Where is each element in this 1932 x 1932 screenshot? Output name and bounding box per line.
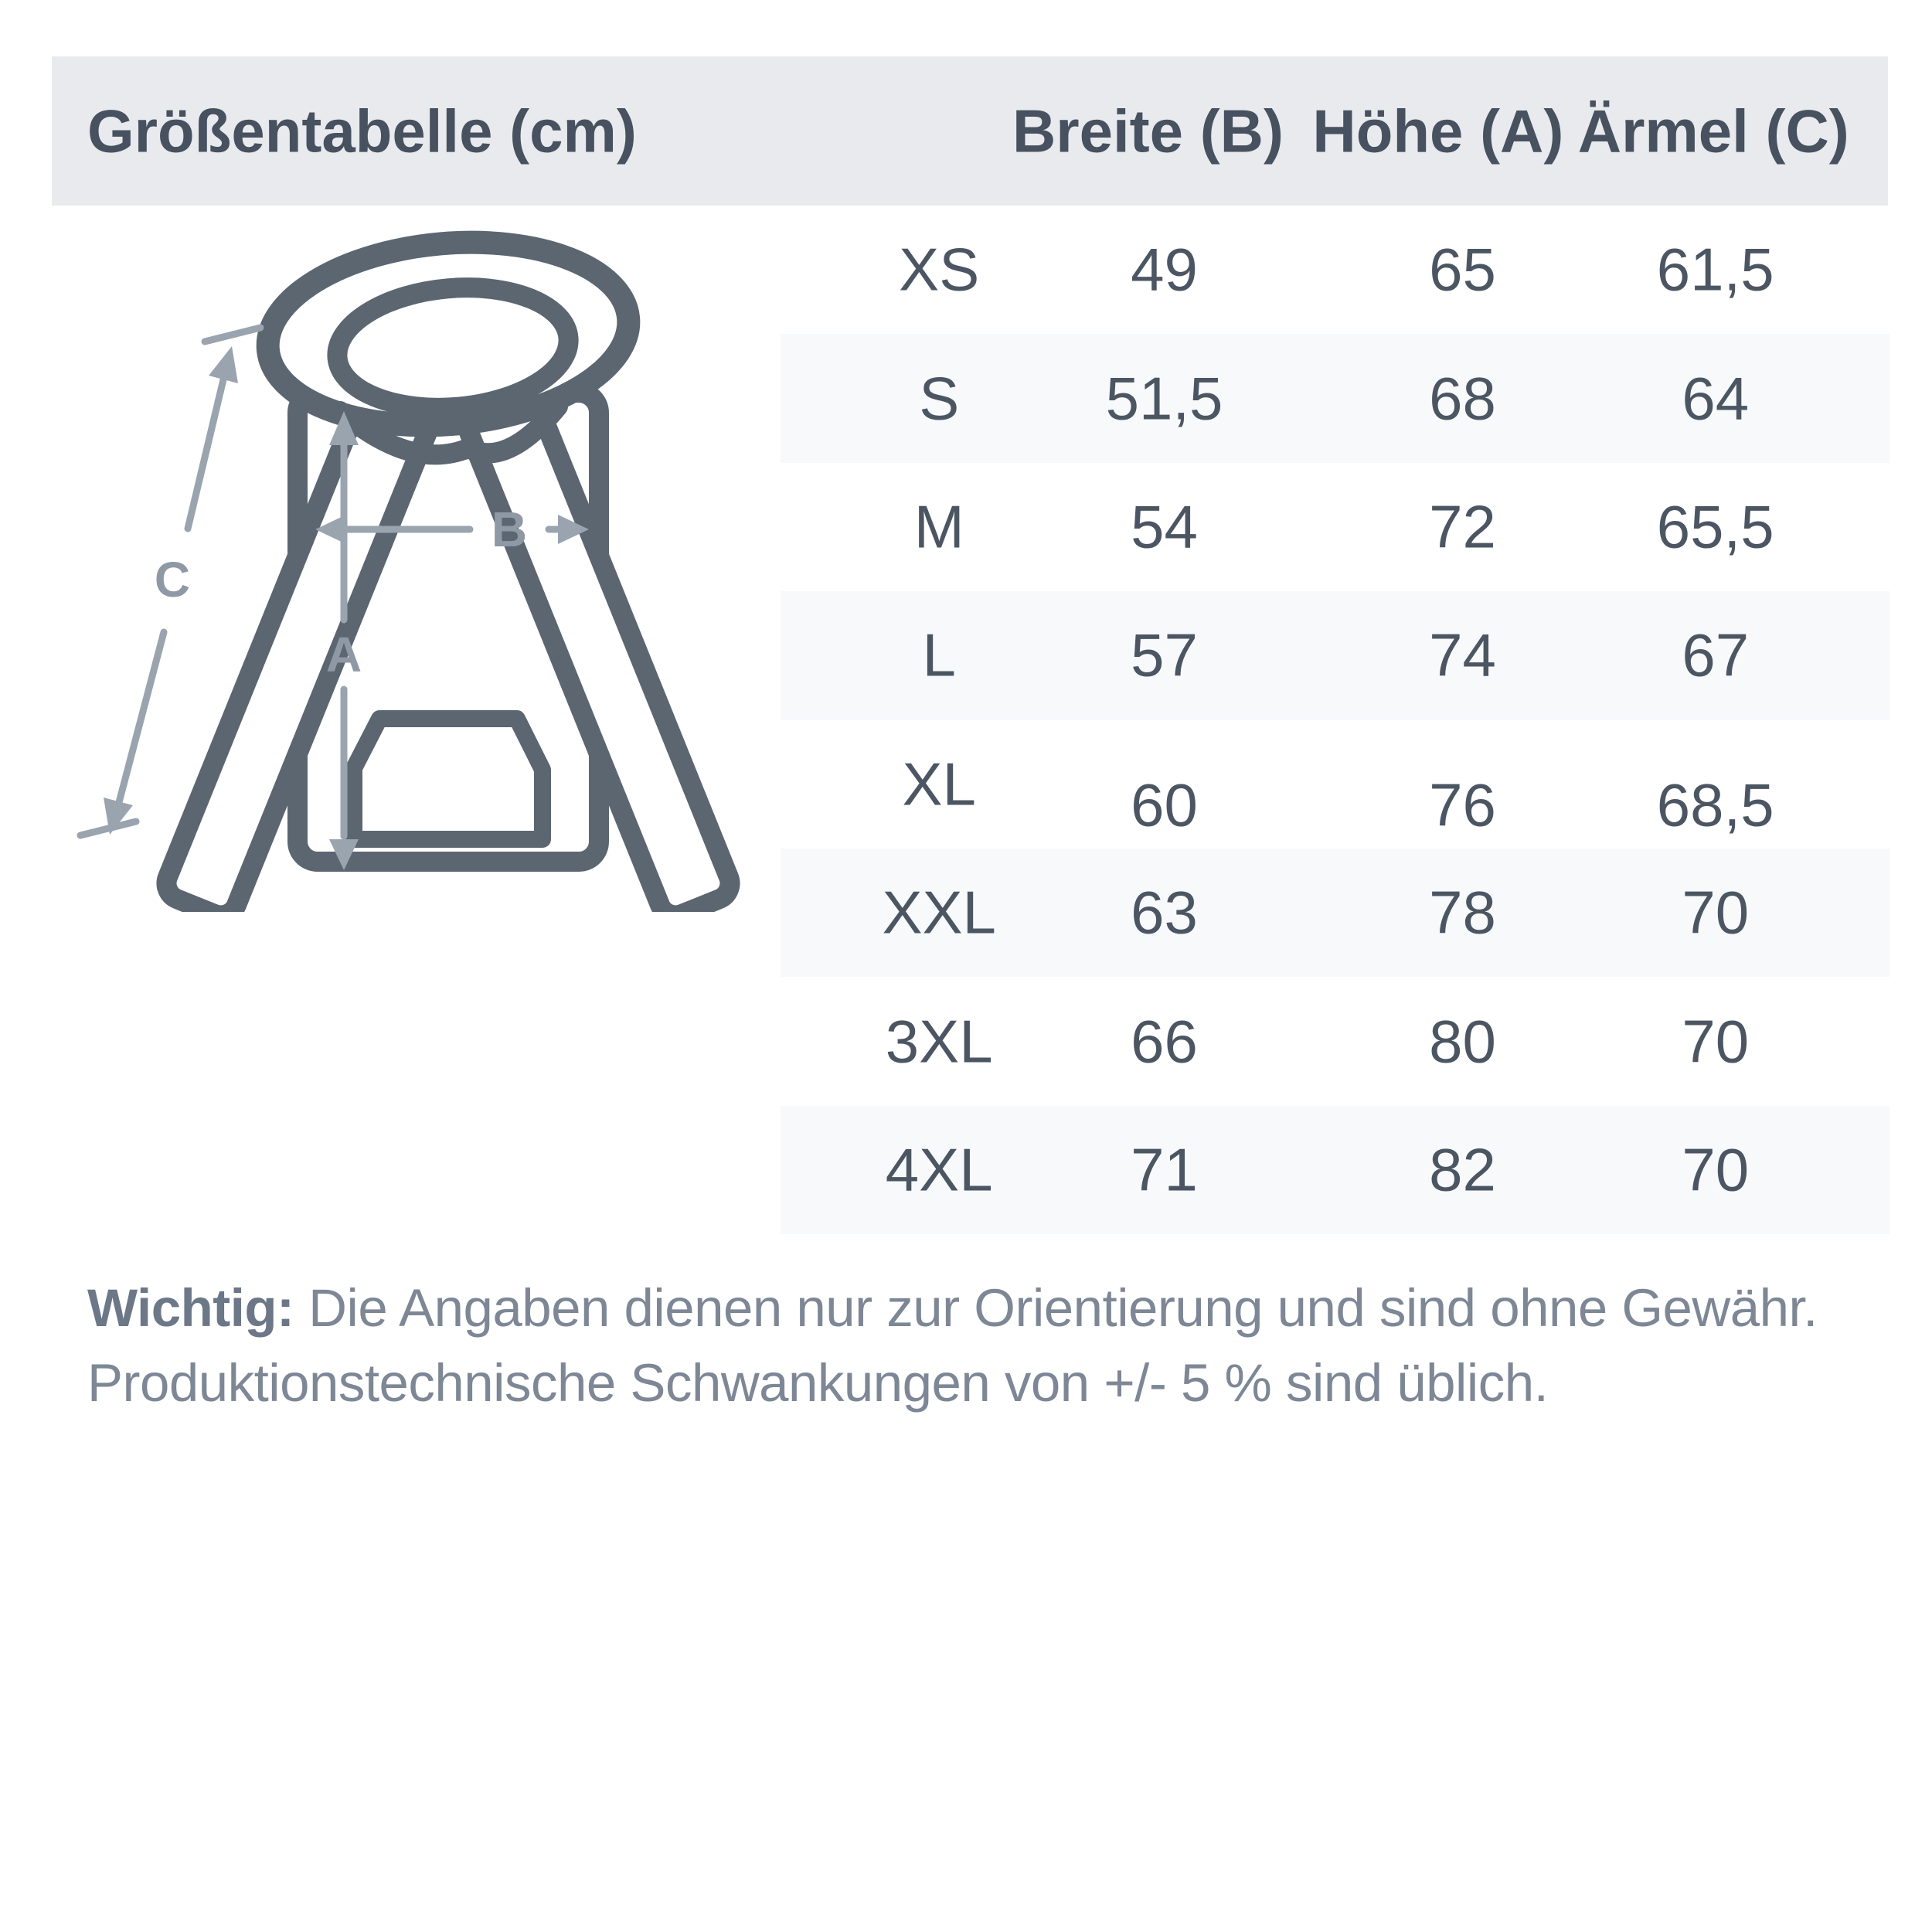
column-header-breite: Breite (B): [1012, 97, 1284, 165]
table-row-l: [781, 591, 1889, 719]
cell-breite: 66: [1131, 1007, 1198, 1076]
cell-size: XS: [899, 235, 980, 304]
cell-size: XL: [902, 750, 976, 818]
cell-aermel: 61,5: [1656, 235, 1774, 304]
measure-label-b: B: [491, 502, 528, 557]
cell-breite: 57: [1131, 621, 1198, 689]
cell-aermel: 70: [1682, 1135, 1750, 1204]
cell-size: M: [913, 492, 964, 561]
cell-aermel: 65,5: [1656, 492, 1774, 561]
cell-breite: 71: [1131, 1135, 1198, 1204]
cell-hoehe: 80: [1429, 1007, 1496, 1076]
column-header-hoehe: Höhe (A): [1312, 97, 1564, 165]
table-row-xs: [781, 206, 1889, 334]
disclaimer: [87, 1270, 1818, 1420]
table-row-xl: [781, 720, 1889, 849]
cell-aermel: 70: [1682, 1007, 1750, 1076]
arrow-c-head-top: [209, 346, 238, 383]
arrow-c-line-upper: [188, 376, 224, 529]
table-row-4xl: [781, 1106, 1889, 1234]
cell-size: 4XL: [885, 1135, 993, 1204]
cell-hoehe: 65: [1429, 235, 1496, 304]
cell-hoehe: 74: [1429, 621, 1496, 689]
table-row-s: [781, 334, 1889, 462]
measure-label-a: A: [325, 627, 362, 682]
cell-aermel: 70: [1682, 878, 1750, 947]
disclaimer-bold-label: Wichtig:: [87, 1278, 294, 1338]
cell-aermel: 64: [1682, 364, 1750, 433]
kangaroo-pocket: [354, 719, 543, 839]
hoodie-measurement-diagram: [46, 216, 819, 912]
column-header-aermel: Ärmel (C): [1577, 97, 1849, 165]
table-row-xxl: [781, 849, 1889, 977]
cell-size: L: [922, 621, 956, 689]
cell-hoehe: 72: [1429, 492, 1496, 561]
arrow-c-line-lower: [118, 632, 164, 805]
arrow-c-end-tick-top: [205, 328, 260, 342]
table-row-3xl: [781, 977, 1889, 1105]
table-row-m: [781, 463, 1889, 591]
cell-breite: 49: [1131, 235, 1198, 304]
disclaimer-line-2: Produktionstechnische Schwankungen von +/- 5 % sind üblich.: [87, 1353, 1549, 1413]
cell-hoehe: 68: [1429, 364, 1496, 433]
cell-size: 3XL: [885, 1007, 993, 1076]
cell-breite: 54: [1131, 492, 1198, 561]
cell-size: XXL: [882, 878, 996, 947]
cell-breite: 60: [1131, 770, 1198, 839]
disclaimer-line-1: [87, 1270, 1818, 1345]
cell-hoehe: 76: [1429, 770, 1496, 839]
cell-aermel: 68,5: [1656, 770, 1774, 839]
cell-size: S: [919, 364, 960, 433]
cell-aermel: 67: [1682, 621, 1750, 689]
page-title: Größentabelle (cm): [87, 97, 637, 165]
cell-hoehe: 82: [1429, 1135, 1496, 1204]
disclaimer-text-1: Die Angaben dienen nur zur Orientierung und sind ohne Gewähr.: [308, 1278, 1818, 1338]
measure-label-c: C: [154, 552, 191, 607]
cell-breite: 51,5: [1105, 364, 1223, 433]
cell-breite: 63: [1131, 878, 1198, 947]
size-table: [781, 206, 1889, 1234]
cell-hoehe: 78: [1429, 878, 1496, 947]
table-header-bar: [52, 56, 1888, 206]
